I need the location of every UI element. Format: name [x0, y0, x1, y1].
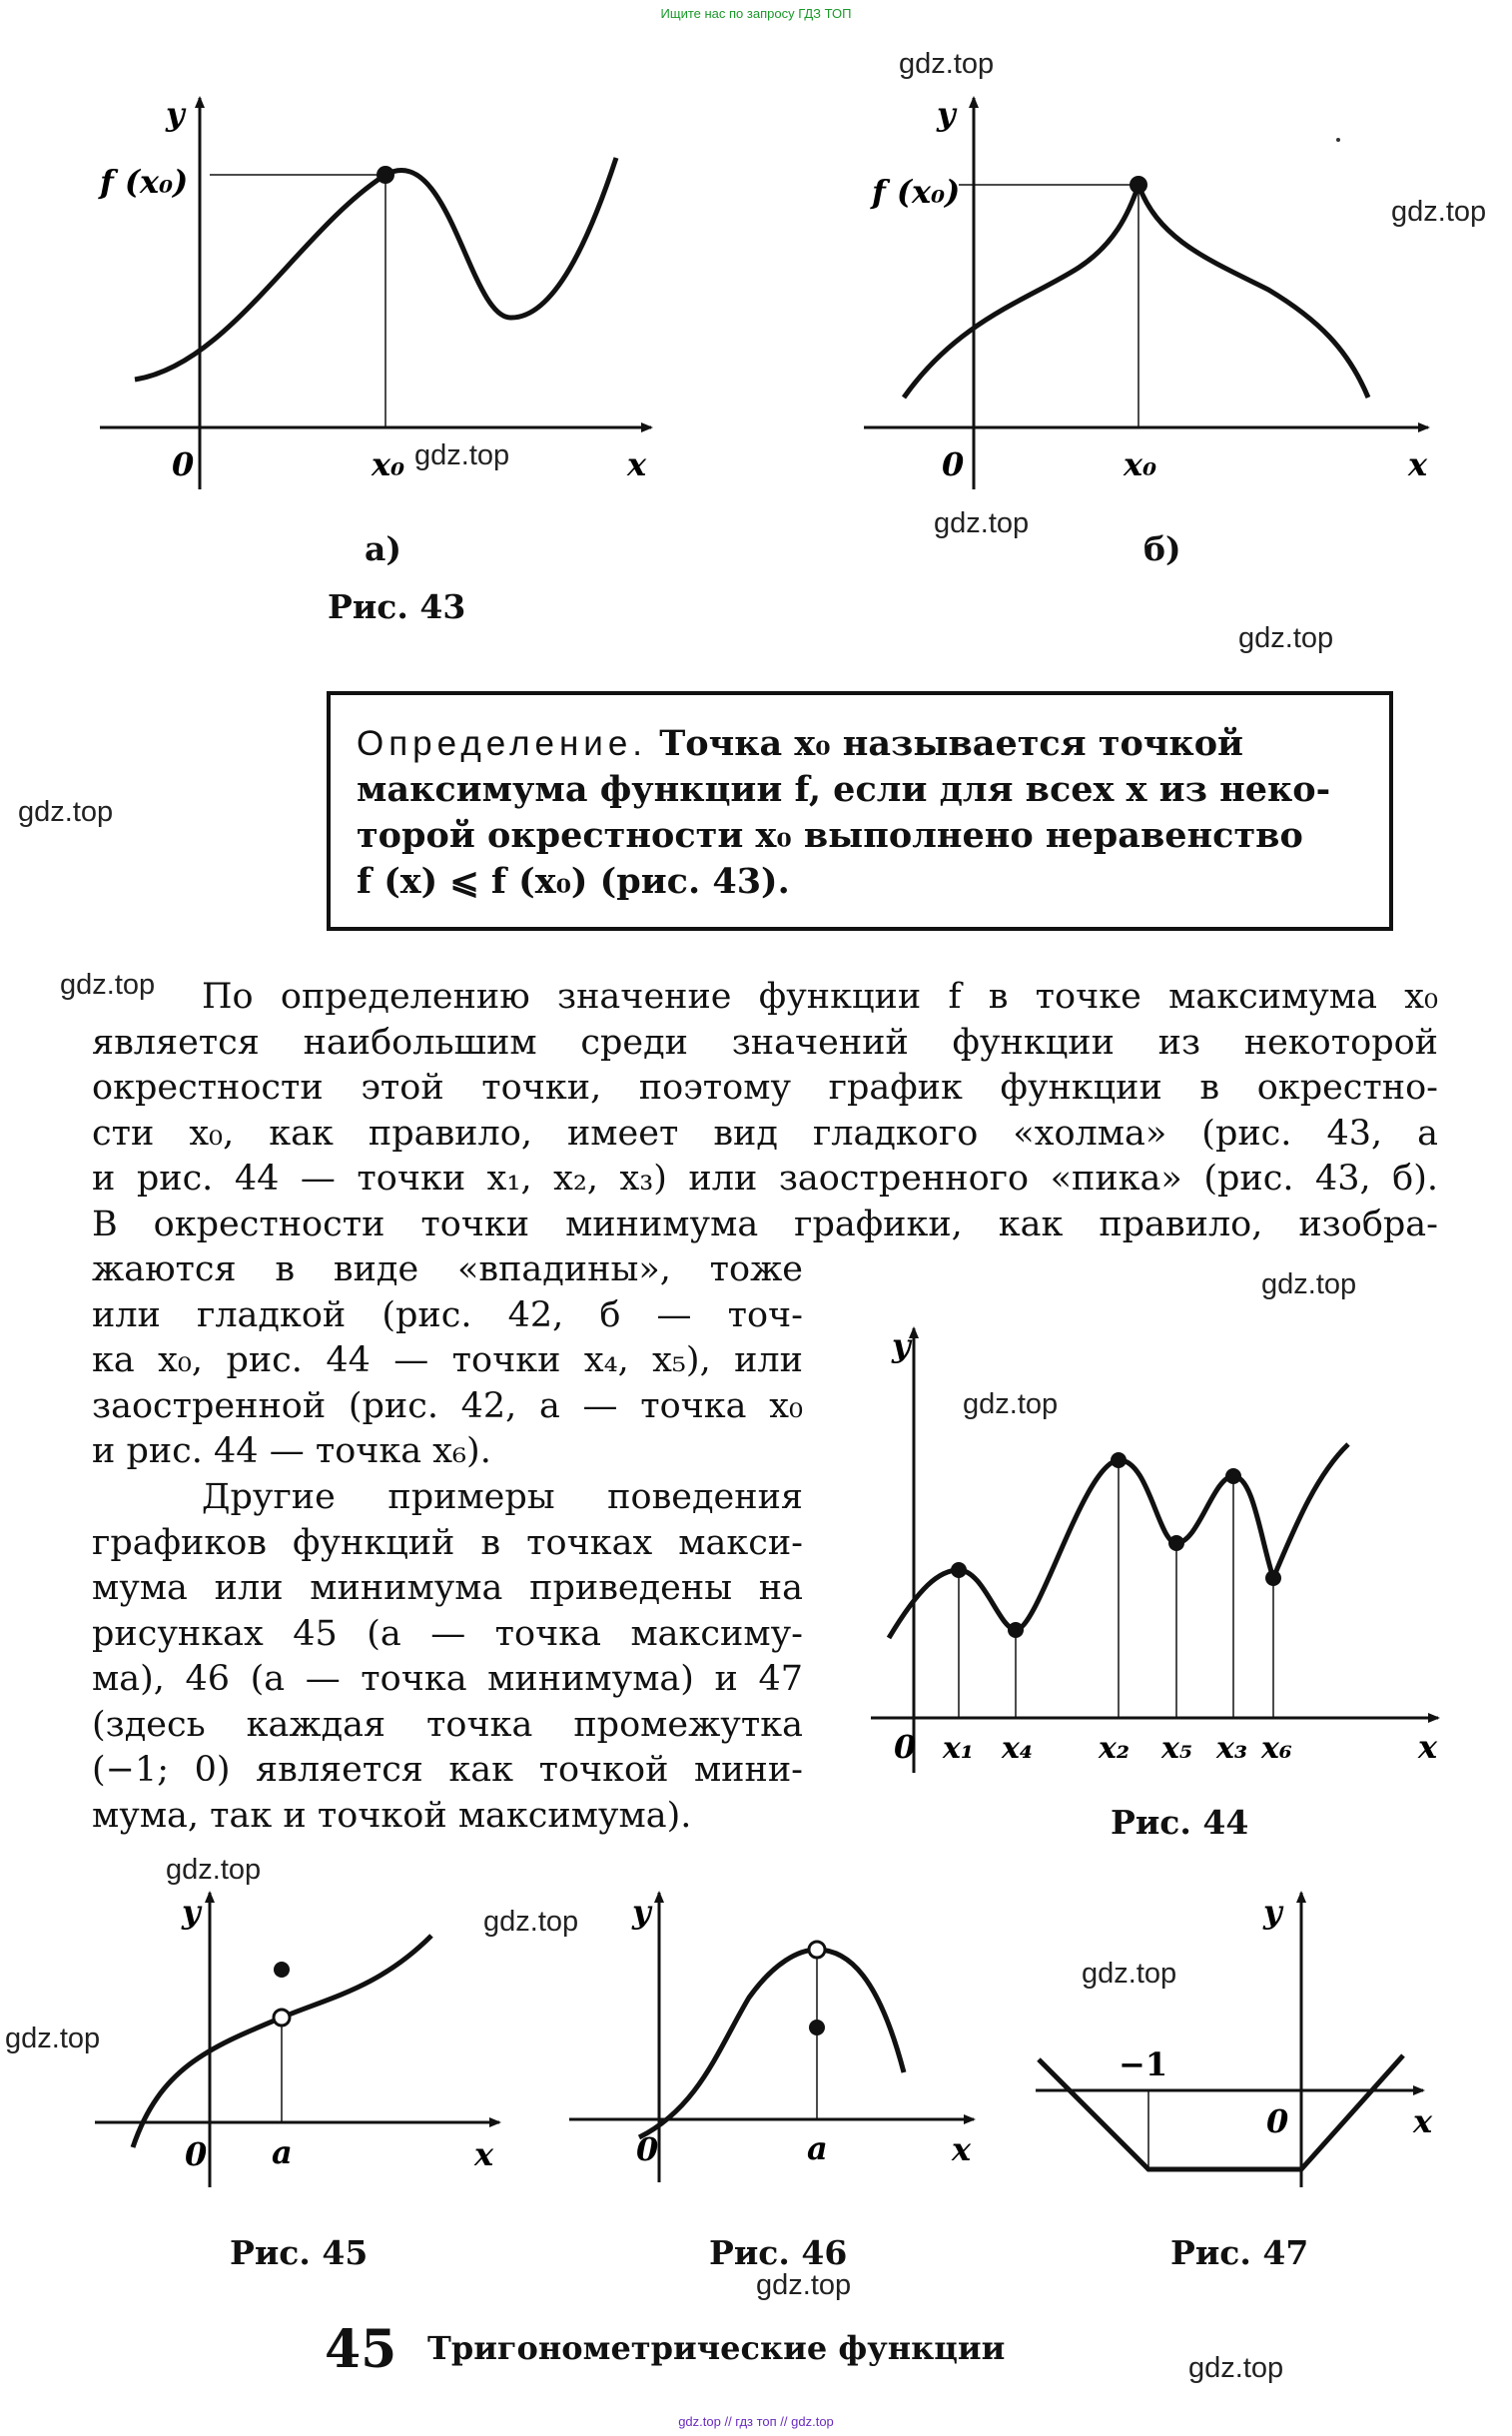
tick-x1: x₁ — [943, 1731, 975, 1766]
fig46-caption: Рис. 46 — [709, 2233, 848, 2272]
guide-lines — [959, 1460, 1273, 1718]
watermark: gdz.top — [1082, 1958, 1177, 1990]
origin-label: 0 — [942, 445, 965, 483]
watermark: gdz.top — [934, 507, 1030, 539]
watermark: gdz.top — [18, 796, 114, 828]
hollow-point — [274, 2010, 290, 2026]
filled-point — [809, 2020, 825, 2035]
xtick-label: x₀ — [372, 445, 405, 483]
watermark: gdz.top — [414, 439, 510, 471]
x-axis-label: x — [474, 2135, 494, 2173]
y-axis-label: y — [892, 1326, 911, 1364]
xtick-label: −1 — [1119, 2045, 1168, 2083]
page-number: 45 — [325, 2319, 397, 2380]
tick-x2: x₂ — [1099, 1731, 1131, 1766]
watermark: gdz.top — [5, 2023, 101, 2054]
running-head: Тригонометрические функции — [427, 2329, 1006, 2367]
ytick-label: f (x₀) — [872, 173, 961, 211]
fig43a-sublabel: а) — [365, 529, 401, 568]
watermark: gdz.top — [1261, 1268, 1357, 1300]
definition-line-3: торой окрестности x₀ выполнено неравенство — [357, 815, 1303, 856]
footer-links: gdz.top // гдз топ // gdz.top — [678, 2414, 834, 2429]
x-axis-label: x — [1408, 445, 1428, 483]
function-curve — [639, 1950, 904, 2137]
paragraph-1: По определению значение функции f в точке максимума x₀ является наибольшим среди значений функции из некоторой окрестности этой точки, поэтому график функции в окрестно- сти x₀, как правило, имеет вид гладкого «холма» (рис. 43, а и рис. 44 — точки x₁, x₂, x₃) или заостренного «пика» (рис. 43, б). В окрестности точки минимума графики, как правило, изобра- — [92, 977, 1438, 1244]
watermark: gdz.top — [60, 969, 156, 1001]
y-axis-label: y — [1263, 1893, 1282, 1931]
filled-point — [274, 1962, 290, 1978]
watermark: gdz.top — [756, 2269, 852, 2301]
watermark: gdz.top — [483, 1906, 579, 1938]
origin-label: 0 — [185, 2135, 208, 2173]
y-axis-label: y — [937, 95, 956, 133]
paragraph-1-continuation: жаются в виде «впадины», тоже или гладкой (рис. 42, б — точ- ка x₀, рис. 44 — точки x₄, x₅), или заостренной (рис. 42, а — точка x₀ и рис. 44 — точка x₆). — [92, 1249, 803, 1471]
hollow-point — [809, 1942, 825, 1958]
x-axis-label: x — [1418, 1728, 1438, 1766]
watermark: gdz.top — [963, 1388, 1059, 1420]
origin-label: 0 — [636, 2130, 659, 2168]
extremum-points — [951, 1452, 1281, 1638]
fig43-caption: Рис. 43 — [328, 587, 466, 626]
function-curve — [1039, 2055, 1403, 2169]
origin-label: 0 — [894, 1728, 917, 1766]
fig47-caption: Рис. 47 — [1170, 2233, 1309, 2272]
fig44-caption: Рис. 44 — [1111, 1803, 1249, 1842]
origin-label: 0 — [1266, 2102, 1289, 2140]
definition-line-1: Определение. Точка x₀ называется точкой — [357, 723, 1243, 764]
paragraph-2: Другие примеры поведения графиков функций в точках макси- мума или минимума приведены на рисунках 45 (а — точка максиму- ма), 46 (а — точка минимума) и 47 (здесь каждая точка промежутка (−1; 0) является как точкой мини- мума, так и точкой максимума). — [92, 1477, 803, 1836]
top-banner: Ищите нас по запросу ГДЗ ТОП — [660, 6, 852, 21]
fig45-caption: Рис. 45 — [230, 2233, 369, 2272]
xtick-label: x₀ — [1124, 445, 1157, 483]
origin-label: 0 — [172, 445, 195, 483]
tick-x6: x₆ — [1261, 1731, 1293, 1766]
watermark: gdz.top — [166, 1854, 262, 1886]
x-axis-label: x — [1413, 2102, 1433, 2140]
xtick-label: a — [807, 2129, 828, 2167]
watermark: gdz.top — [899, 48, 995, 80]
definition-line-2: максимума функции f, если для всех x из неко- — [357, 769, 1331, 810]
x-axis-label: x — [627, 445, 647, 483]
ytick-label: f (x₀) — [100, 163, 189, 201]
fig43b-sublabel: б) — [1143, 529, 1181, 568]
watermark: gdz.top — [1391, 196, 1487, 228]
watermark: gdz.top — [1188, 2352, 1284, 2384]
watermark: gdz.top — [1238, 622, 1334, 654]
tick-x3: x₃ — [1216, 1731, 1248, 1766]
y-axis-label: y — [182, 1893, 201, 1931]
x-axis-label: x — [952, 2130, 972, 2168]
tick-x5: x₅ — [1161, 1731, 1193, 1766]
y-axis-label: y — [166, 95, 185, 133]
definition-line-4: f (x) ⩽ f (x₀) (рис. 43). — [357, 861, 790, 902]
xtick-label: a — [272, 2133, 293, 2171]
y-axis-label: y — [632, 1893, 651, 1931]
tick-x4: x₄ — [1002, 1731, 1034, 1766]
definition-lead: Определение. — [357, 724, 648, 763]
